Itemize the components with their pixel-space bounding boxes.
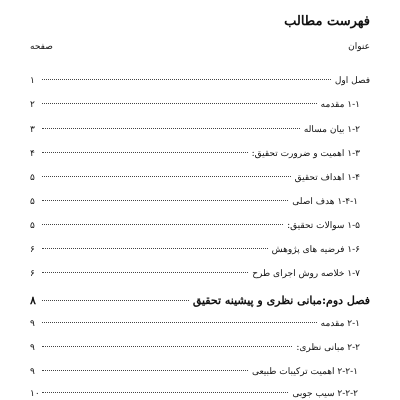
dot-leader (42, 152, 248, 153)
entry-page-number: ۹ (30, 319, 35, 329)
entry-label: ۱-۵ سوالات تحقیق: (287, 221, 360, 231)
dot-leader (42, 128, 300, 129)
entry-page-number: ۵ (30, 173, 35, 183)
entry-label: ۲-۲ مبانی نظری: (296, 343, 360, 353)
dot-leader (42, 79, 331, 80)
entry-label: ۲-۲-۲ سیب جوبی (292, 389, 358, 399)
dot-leader (42, 300, 189, 301)
toc-entry[interactable] (30, 76, 370, 86)
toc-entry[interactable] (30, 294, 370, 307)
entry-label: ۲-۱ مقدمه (320, 319, 360, 329)
entry-page-number: ۵ (30, 221, 35, 231)
toc-entry[interactable] (30, 221, 360, 231)
toc-entry[interactable] (30, 125, 360, 135)
entry-page-number: ۲ (30, 100, 35, 110)
toc-entry[interactable] (30, 149, 360, 159)
entry-label: ۲-۲-۱ اهمیت ترکیبات طبیعی (251, 367, 358, 377)
entry-page-number: ۸ (30, 294, 36, 307)
dot-leader (42, 272, 248, 273)
entry-page-number: ۵ (30, 197, 35, 207)
entry-label: ۱-۴-۱ هدف اصلی (292, 197, 358, 207)
entry-page-number: ۴ (30, 149, 35, 159)
dot-leader (42, 322, 317, 323)
title-column-header: عنوان (348, 42, 370, 52)
entry-label: ۱-۲ بیان مساله (303, 125, 360, 135)
toc-entry[interactable] (30, 245, 360, 255)
entry-page-number: ۳ (30, 125, 35, 135)
entry-label: ۱-۷ خلاصه روش اجرای طرح (252, 269, 360, 279)
entry-label: فصل دوم:مبانی نظری و پیشینه تحقیق (192, 294, 370, 307)
entry-page-number: ۹ (30, 367, 35, 377)
dot-leader (42, 370, 248, 371)
dot-leader (42, 224, 283, 225)
toc-entry[interactable] (30, 269, 360, 279)
toc-entry[interactable] (30, 100, 360, 110)
toc-entry[interactable] (30, 319, 360, 329)
entry-page-number: ۶ (30, 269, 35, 279)
entry-page-number: ۱۰ (30, 389, 40, 399)
entry-label: ۱-۳ اهمیت و ضرورت تحقیق: (251, 149, 360, 159)
entry-page-number: ۹ (30, 343, 35, 353)
entry-page-number: ۶ (30, 245, 35, 255)
dot-leader (42, 103, 317, 104)
entry-label: ۱-۶ فرضیه های پژوهش (271, 245, 360, 255)
toc-entry[interactable] (30, 389, 358, 399)
toc-entry[interactable] (30, 197, 358, 207)
entry-label: ۱-۴ اهداف تحقیق (294, 173, 360, 183)
dot-leader (42, 176, 291, 177)
dot-leader (42, 392, 288, 393)
page-title: فهرست مطالب (284, 14, 370, 29)
toc-entry[interactable] (30, 173, 360, 183)
entry-page-number: ۱ (30, 76, 35, 86)
dot-leader (42, 200, 288, 201)
entry-label: فصل اول (334, 76, 370, 86)
dot-leader (42, 248, 268, 249)
dot-leader (42, 346, 292, 347)
toc-entry[interactable] (30, 367, 358, 377)
toc-entry[interactable] (30, 343, 360, 353)
entry-label: ۱-۱ مقدمه (320, 100, 360, 110)
page-column-header: صفحه (30, 42, 53, 52)
